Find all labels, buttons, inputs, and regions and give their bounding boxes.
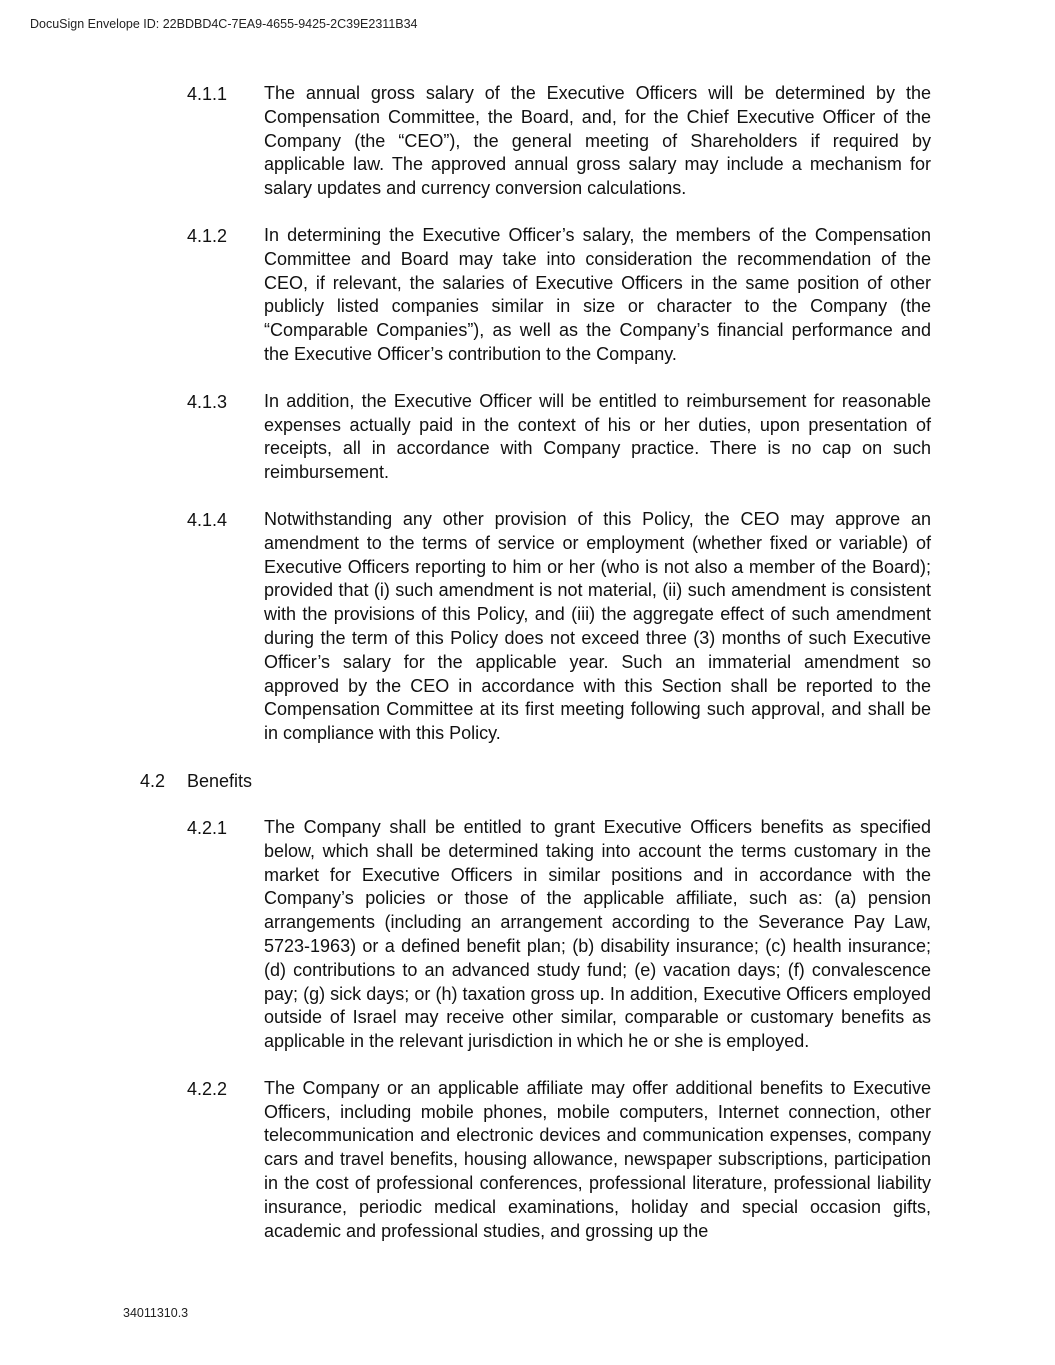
clause-number: 4.2.1 xyxy=(187,817,228,838)
section-number: 4.2 xyxy=(140,770,166,791)
clause-text: The Company or an applicable affiliate may offer additional benefits to Executive Officers, including mobile phones, mobile computers, Internet connection, other telecommunication and electronic devices and communication expenses, company cars and travel benefits, housing allowance, newspaper subscriptions, participation in the cost of professional conferences, professional literature, professional liability insurance, periodic medical examinations, holiday and special occasion gifts, academic and professional studies, and grossing up the xyxy=(264,1077,931,1241)
clause-number: 4.1.2 xyxy=(187,225,228,246)
clause-number: 4.1.3 xyxy=(187,391,228,412)
clause-text: The Company shall be entitled to grant Executive Officers benefits as specified below, which shall be determined taking into account the terms customary in the market for Executive Officers in similar positions and in accordance with the Company’s policies or those of the applicable affiliate, such as: (a) pension arrangements (including an arrangement according to the Severance Pay Law, 5723-1963) or a defined benefit plan; (b) disability insurance; (c) health insurance; (d) contributions to an advanced study fund; (e) vacation days; (f) convalescence pay; (g) sick days; or (h) taxation gross up. In addition, Executive Officers employed outside of Israel may receive other similar, comparable or customary benefits as applicable in the relevant jurisdiction in which he or she is employed. xyxy=(264,816,931,1052)
section-heading-benefits xyxy=(0,769,1055,793)
clause-text: Notwithstanding any other provision of this Policy, the CEO may approve an amendment to the terms of service or employment (whether fixed or variable) of Executive Officers reporting to him or her (who is not also a member of the Board); provided that (i) such amendment is not material, (ii) such amendment is consistent with the provisions of this Policy, and (iii) the aggregate effect of such amendment during the term of this Policy does not exceed three (3) months of such Executive Officer’s salary for the applicable year. Such an immaterial amendment so approved by the CEO in accordance with this Section shall be reported to the Compensation Committee at its first meeting following such approval, and shall be in compliance with this Policy. xyxy=(264,508,931,744)
clause-4-1-2 xyxy=(0,224,1055,367)
clause-number: 4.1.1 xyxy=(187,84,228,104)
clause-4-2-2 xyxy=(0,1077,1055,1244)
document-number-footer: 34011310.3 xyxy=(123,1306,189,1320)
clause-4-1-3 xyxy=(0,390,1055,485)
clause-text: In addition, the Executive Officer will be entitled to reimbursement for reasonable expenses actually paid in the context of his or her duties, upon presentation of receipts, all in accordance with Company practice. There is no cap on such reimbursement. xyxy=(264,390,931,483)
section-title: Benefits xyxy=(187,770,253,791)
clause-number: 4.1.4 xyxy=(187,509,228,530)
clause-number: 4.2.2 xyxy=(187,1078,228,1099)
clause-4-1-4 xyxy=(0,508,1055,746)
clause-text: The annual gross salary of the Executive Officers will be determined by the Compensation Committee, the Board, and, for the Chief Executive Officer of the Company (the “CEO”), the general meeting of Shareholders if required by applicable law. The approved annual gross salary may include a mechanism for salary updates and currency conversion calculations. xyxy=(264,83,931,199)
clause-4-1-1 xyxy=(0,82,1055,201)
docusign-envelope-id: DocuSign Envelope ID: 22BDBD4C-7EA9-4655-9425-2C39E2311B34 xyxy=(30,17,418,31)
document-body xyxy=(0,82,1055,1266)
clause-4-2-1 xyxy=(0,816,1055,1054)
clause-text: In determining the Executive Officer’s salary, the members of the Compensation Committee and Board may take into consideration the recommendation of the CEO, if relevant, the salaries of Executive Officers in the same position of other publicly listed companies similar in size or character to the Company (the “Comparable Companies”), as well as the Company’s financial performance and the Executive Officer’s contribution to the Company. xyxy=(264,224,931,364)
